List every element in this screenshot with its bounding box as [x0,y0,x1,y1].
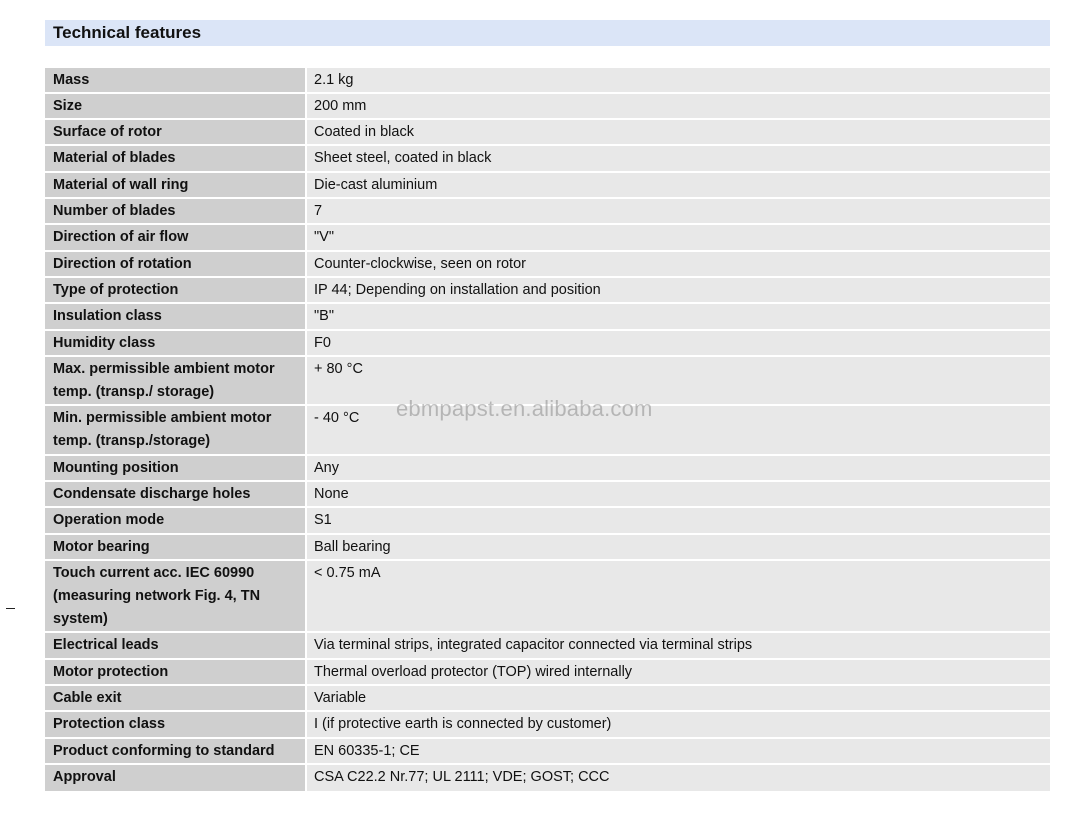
table-row [45,712,1050,739]
spec-value: - 40 °C [307,406,1050,454]
spec-value: Die-cast aluminium [307,173,1050,197]
spec-label: Surface of rotor [45,120,307,144]
spec-value: None [307,482,1050,506]
watermark-text: ebmpapst.en.alibaba.com [396,396,653,421]
spec-label: Size [45,94,307,118]
spec-label: Direction of rotation [45,252,307,276]
spec-table [45,68,1050,791]
spec-value: Sheet steel, coated in black [307,146,1050,171]
spec-label: Mounting position [45,456,307,480]
spec-label: Humidity class [45,331,307,355]
table-row [45,199,1050,225]
table-row [45,146,1050,173]
spec-value: Thermal overload protector (TOP) wired internally [307,660,1050,684]
margin-dash [6,608,15,609]
spec-value: Any [307,456,1050,480]
spec-value: Ball bearing [307,535,1050,559]
spec-value: Variable [307,686,1050,710]
spec-label: Mass [45,68,307,92]
spec-label: Direction of air flow [45,225,307,250]
spec-label: Operation mode [45,508,307,533]
spec-value: 7 [307,199,1050,223]
spec-label: Min. permissible ambient motor temp. (transp./storage) [45,406,307,454]
table-row [45,357,1050,406]
table-row [45,68,1050,94]
spec-value: I (if protective earth is connected by customer) [307,712,1050,737]
table-row [45,120,1050,146]
spec-value: Via terminal strips, integrated capacitor connected via terminal strips [307,633,1050,658]
spec-label: Cable exit [45,686,307,710]
table-row [45,508,1050,535]
table-row [45,331,1050,357]
table-row [45,739,1050,765]
table-row [45,765,1050,791]
spec-value: "B" [307,304,1050,329]
table-row [45,660,1050,686]
section-header [45,20,1050,46]
spec-value: F0 [307,331,1050,355]
spec-value: 2.1 kg [307,68,1050,92]
spec-label: Touch current acc. IEC 60990 (measuring network Fig. 4, TN system) [45,561,307,631]
spec-label: Material of wall ring [45,173,307,197]
table-row [45,456,1050,482]
table-row [45,482,1050,508]
spec-value: Coated in black [307,120,1050,144]
table-row [45,225,1050,252]
spec-value: + 80 °C [307,357,1050,404]
spec-label: Material of blades [45,146,307,171]
table-row [45,94,1050,120]
table-row [45,173,1050,199]
spec-value: S1 [307,508,1050,533]
spec-value: Counter-clockwise, seen on rotor [307,252,1050,276]
spec-label: Max. permissible ambient motor temp. (transp./ storage) [45,357,307,404]
spec-label: Approval [45,765,307,791]
table-row [45,406,1050,456]
table-row [45,252,1050,278]
spec-label: Protection class [45,712,307,737]
spec-label: Type of protection [45,278,307,302]
spec-value: 200 mm [307,94,1050,118]
spec-value: IP 44; Depending on installation and position [307,278,1050,302]
spec-value: "V" [307,225,1050,250]
spec-label: Condensate discharge holes [45,482,307,506]
spec-label: Motor bearing [45,535,307,559]
spec-label: Product conforming to standard [45,739,307,763]
spec-value: EN 60335-1; CE [307,739,1050,763]
section-title: Technical features [53,23,202,42]
table-row [45,686,1050,712]
spec-label: Insulation class [45,304,307,329]
spec-label: Motor protection [45,660,307,684]
table-row [45,304,1050,331]
table-row [45,633,1050,660]
table-row [45,535,1050,561]
table-row [45,278,1050,304]
table-row [45,561,1050,633]
spec-label: Electrical leads [45,633,307,658]
spec-value: < 0.75 mA [307,561,1050,631]
spec-value: CSA C22.2 Nr.77; UL 2111; VDE; GOST; CCC [307,765,1050,791]
spec-label: Number of blades [45,199,307,223]
